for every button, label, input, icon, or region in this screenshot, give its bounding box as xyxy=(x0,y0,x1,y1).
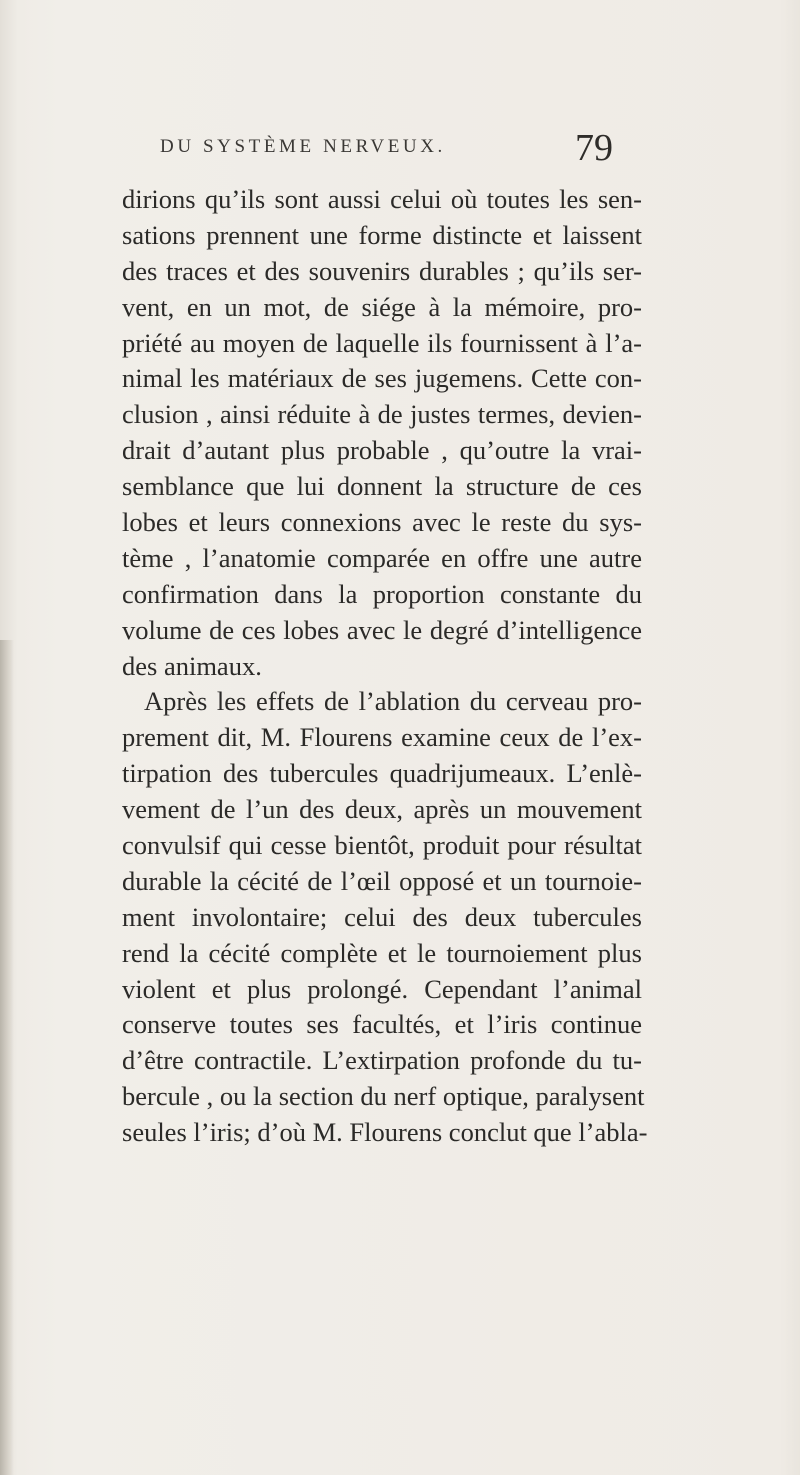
text-line: durable la cécité de l’œil opposé et un tournoie- xyxy=(122,865,642,896)
text-line: bercule , ou la section du nerf optique, paralysent xyxy=(122,1081,645,1112)
text-line: des traces et des souvenirs durables ; qu’ils ser- xyxy=(122,255,642,286)
text-line: prement dit, M. Flourens examine ceux de l’ex- xyxy=(122,722,642,753)
paragraph-end-line: des animaux. xyxy=(122,650,262,681)
text-line: ment involontaire; celui des deux tubercules xyxy=(122,901,642,932)
text-line: confirmation dans la proportion constante du xyxy=(122,578,642,609)
text-line: priété au moyen de laquelle ils fournissent à l’a- xyxy=(122,327,642,358)
page-number: 79 xyxy=(575,127,613,169)
text-line: vent, en un mot, de siége à la mémoire, pro- xyxy=(122,291,642,322)
text-line: tirpation des tubercules quadrijumeaux. L’enlè- xyxy=(122,758,642,789)
binding-shadow xyxy=(0,640,14,1475)
paragraph-first-line: Après les effets de l’ablation du cerveau pro- xyxy=(144,686,642,717)
page-header xyxy=(0,128,800,168)
body-text xyxy=(122,182,648,1151)
text-line: vement de l’un des deux, après un mouvement xyxy=(122,794,642,825)
text-line: conserve toutes ses facultés, et l’iris continue xyxy=(122,1009,642,1040)
text-line: violent et plus prolongé. Cependant l’animal xyxy=(122,973,642,1004)
text-line: d’être contractile. L’extirpation profonde du tu- xyxy=(122,1045,642,1076)
text-line: convulsif qui cesse bientôt, produit pour résultat xyxy=(122,830,642,861)
text-line: semblance que lui donnent la structure de ces xyxy=(122,471,642,502)
text-line: drait d’autant plus probable , qu’outre la vrai- xyxy=(122,435,642,466)
text-line: dirions qu’ils sont aussi celui où toutes les sen- xyxy=(122,184,642,214)
text-line: seules l’iris; d’où M. Flourens conclut que l’abla- xyxy=(122,1117,648,1148)
text-line: volume de ces lobes avec le degré d’intelligence xyxy=(122,614,642,645)
text-line: nimal les matériaux de ses jugemens. Cette con- xyxy=(122,363,642,394)
text-line: clusion , ainsi réduite à de justes termes, devien- xyxy=(122,399,642,430)
running-head: DU SYSTÈME NERVEUX. xyxy=(160,136,446,157)
text-line: tème , l’anatomie comparée en offre une autre xyxy=(122,542,642,573)
text-line: lobes et leurs connexions avec le reste du sys- xyxy=(122,507,642,538)
text-line: rend la cécité complète et le tournoiement plus xyxy=(122,937,642,968)
text-line: sations prennent une forme distincte et laissent xyxy=(122,219,642,250)
